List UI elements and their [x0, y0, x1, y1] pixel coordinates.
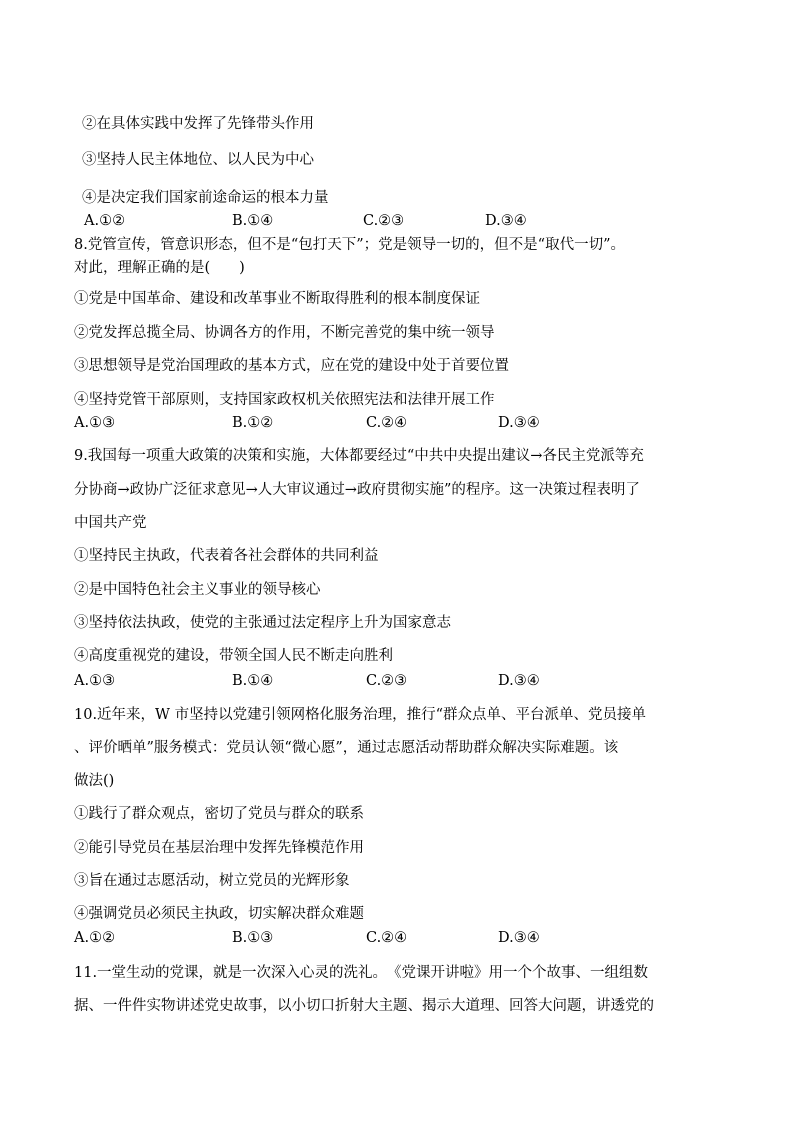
q10-option-b: B.①③ — [232, 930, 274, 946]
q9-item-4: ④高度重视党的建设，带领全国人民不断走向胜利 — [74, 648, 393, 664]
q9-item-1: ①坚持民主执政，代表着各社会群体的共同利益 — [74, 548, 379, 564]
q8-option-c: C.②④ — [366, 415, 408, 431]
q8-option-d: D.③④ — [498, 415, 540, 431]
q9-item-2: ②是中国特色社会主义事业的领导核心 — [74, 582, 321, 598]
q7-item-3: ③坚持人民主体地位、以人民为中心 — [82, 152, 314, 168]
q11-stem-line-2: 据、一件件实物讲述党史故事，以小切口折射大主题、揭示大道理、回答大问题，讲透党的 — [74, 998, 654, 1014]
q9-stem-line-2: 分协商→政协广泛征求意见→人大审议通过→政府贯彻实施”的程序。这一决策过程表明了 — [74, 482, 640, 498]
q9-option-c: C.②③ — [366, 673, 408, 689]
q10-item-2: ②能引导党员在基层治理中发挥先锋模范作用 — [74, 840, 364, 856]
q8-option-b: B.①② — [232, 415, 274, 431]
q8-item-1: ①党是中国革命、建设和改革事业不断取得胜利的根本制度保证 — [74, 291, 480, 307]
q10-stem-line-1: 10.近年来，W 市坚持以党建引领网格化服务治理，推行“群众点单、平台派单、党员接单 — [74, 707, 646, 723]
q7-item-4: ④是决定我们国家前途命运的根本力量 — [82, 190, 329, 206]
q7-option-b: B.①④ — [232, 213, 274, 229]
q7-option-a: A.①② — [84, 213, 126, 229]
q7-item-2: ②在具体实践中发挥了先锋带头作用 — [82, 116, 314, 132]
q10-option-a: A.①② — [74, 930, 116, 946]
q9-stem-line-3: 中国共产党 — [74, 515, 147, 531]
q8-stem-line-2: 对此，理解正确的是( ) — [74, 260, 245, 276]
q7-option-c: C.②③ — [363, 213, 405, 229]
q10-option-c: C.②④ — [366, 930, 408, 946]
q8-item-2: ②党发挥总揽全局、协调各方的作用，不断完善党的集中统一领导 — [74, 325, 495, 341]
q8-option-a: A.①③ — [74, 415, 116, 431]
q8-item-4: ④坚持党管干部原则，支持国家政权机关依照宪法和法律开展工作 — [74, 392, 495, 408]
q8-stem-line-1: 8.党管宣传，管意识形态，但不是“包打天下”；党是领导一切的，但不是“取代一切”。 — [74, 237, 625, 253]
q9-option-d: D.③④ — [498, 673, 540, 689]
q10-item-1: ①践行了群众观点，密切了党员与群众的联系 — [74, 806, 364, 822]
q8-item-3: ③思想领导是党治国理政的基本方式，应在党的建设中处于首要位置 — [74, 358, 509, 374]
q9-option-a: A.①③ — [74, 673, 116, 689]
q7-option-d: D.③④ — [485, 213, 527, 229]
q11-stem-line-1: 11.一堂生动的党课，就是一次深入心灵的洗礼。 《党课开讲啦》用一个个故事、一组组数 — [74, 965, 649, 981]
q10-item-3: ③旨在通过志愿活动，树立党员的光辉形象 — [74, 873, 350, 889]
q9-stem-line-1: 9.我国每一项重大政策的决策和实施，大体都要经过“中共中央提出建议→各民主党派等充 — [74, 448, 644, 464]
q10-stem-line-3: 做法() — [74, 773, 115, 789]
q10-option-d: D.③④ — [498, 930, 540, 946]
q10-stem-line-2: 、评价晒单”服务模式：党员认领“微心愿”，通过志愿活动帮助群众解决实际难题。该 — [74, 740, 619, 756]
q9-option-b: B.①④ — [232, 673, 274, 689]
q9-item-3: ③坚持依法执政，使党的主张通过法定程序上升为国家意志 — [74, 615, 451, 631]
q10-item-4: ④强调党员必须民主执政，切实解决群众难题 — [74, 906, 364, 922]
